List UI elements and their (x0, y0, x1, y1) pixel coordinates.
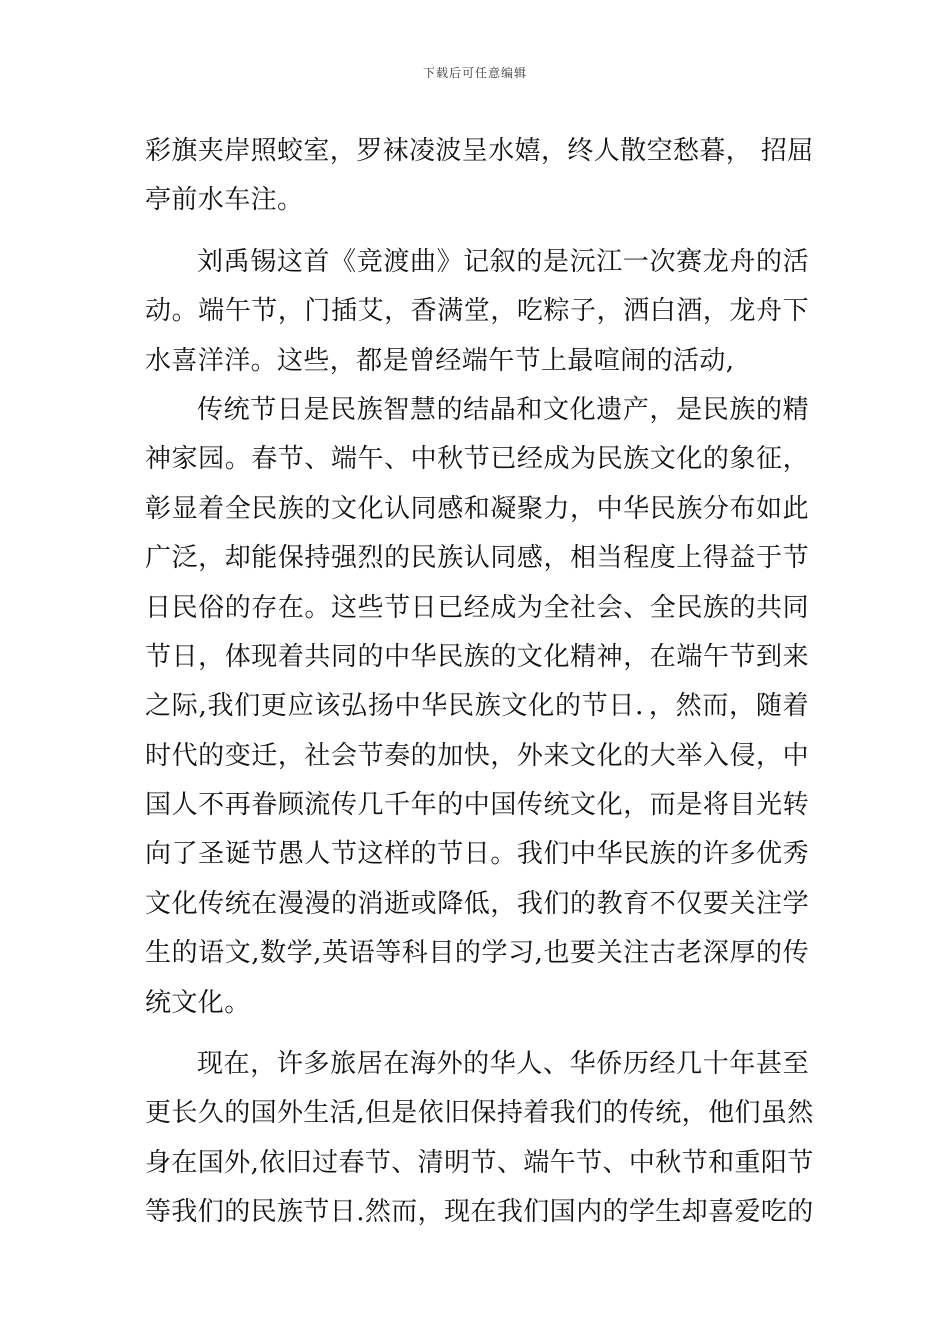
text-line: 传统节日是民族智慧的结晶和文化遗产，是民族的精 (197, 394, 809, 425)
text-line: 向了圣诞节愚人节这样的节日。我们中华民族的许多优秀 (145, 839, 809, 870)
text-line: 节日，体现着共同的中华民族的文化精神，在端午节到来 (145, 641, 809, 672)
text-line: 时代的变迁，社会节奏的加快，外来文化的大举入侵，中 (145, 740, 809, 771)
paragraph-2 (145, 238, 809, 386)
text-line: 等我们的民族节日.然而，现在我们国内的学生却喜爱吃的 (145, 1197, 814, 1228)
text-line: 身在国外,依旧过春节、清明节、端午节、中秋节和重阳节 (145, 1147, 814, 1178)
text-line: 刘禹锡这首《竞渡曲》记叙的是沅江一次赛龙舟的活 (197, 246, 809, 277)
text-line: 文化传统在漫漫的消逝或降低，我们的教育不仅要关注学 (145, 888, 809, 919)
text-line: 现在，许多旅居在海外的华人、华侨历经几十年甚至 (197, 1049, 809, 1080)
document-body (145, 127, 814, 1238)
text-line: 亭前水车注。 (145, 185, 304, 216)
text-line: 彩旗夹岸照蛟室，罗袜凌波呈水嬉，终人散空愁暮， 招屈 (145, 136, 814, 166)
text-line: 统文化。 (145, 987, 251, 1018)
text-line: 生的语文,数学,英语等科目的学习,也要关注古老深厚的传 (145, 938, 809, 969)
text-line: 神家园。春节、端午、中秋节已经成为民族文化的象征， (145, 444, 809, 475)
paragraph-1 (145, 127, 814, 226)
text-line: 国人不再眷顾流传几千年的中国传统文化，而是将目光转 (145, 790, 809, 821)
text-line: 彰显着全民族的文化认同感和凝聚力，中华民族分布如此 (145, 493, 809, 524)
text-line: 广泛，却能保持强烈的民族认同感，相当程度上得益于节 (145, 543, 809, 574)
page-header: 下载后可任意编辑 (422, 66, 527, 80)
text-line: 更长久的国外生活,但是依旧保持着我们的传统，他们虽然 (145, 1098, 814, 1129)
paragraph-4 (145, 1040, 814, 1238)
text-line: 动。端午节，门插艾，香满堂，吃粽子，洒白酒，龙舟下 (145, 296, 809, 327)
text-line: 水喜洋洋。这些，都是曾经端午节上最喧闹的活动, (145, 345, 735, 376)
text-line: 之际,我们更应该弘扬中华民族文化的节日．，然而，随着 (145, 691, 809, 722)
paragraph-3 (145, 386, 809, 1028)
text-line: 日民俗的存在。这些节日已经成为全社会、全民族的共同 (145, 592, 809, 623)
